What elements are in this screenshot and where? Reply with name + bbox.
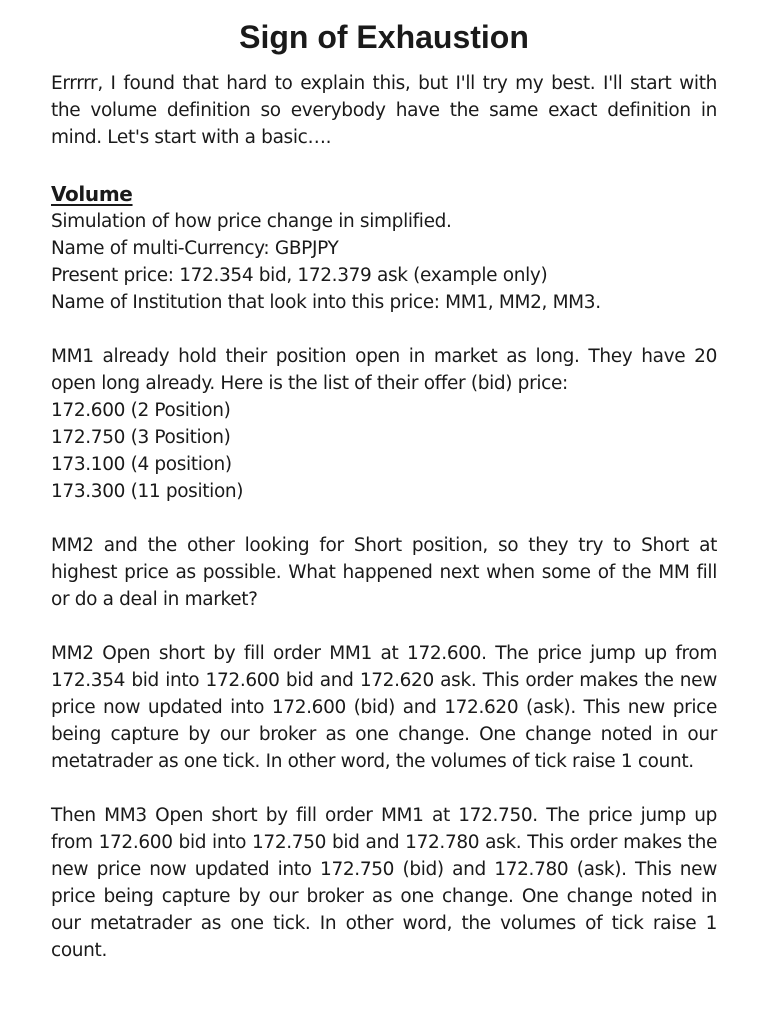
document-page xyxy=(51,14,717,964)
offer-price-item: 173.300 (11 position) xyxy=(51,481,244,502)
offer-price-item: 172.750 (3 Position) xyxy=(51,427,231,448)
volume-line-simulation: Simulation of how price change in simplified. xyxy=(51,211,452,232)
volume-heading: Volume xyxy=(51,182,133,206)
page-title: Sign of Exhaustion xyxy=(239,19,529,55)
mm3-short-paragraph: Then MM3 Open short by fill order MM1 at 172.750. The price jump up from 172.600 bid into 172.750 bid and 172.780 ask. This order makes the new price now updated into 172.750 (bid) and 172.780 (ask). This new price being capture by our broker as one change. One change noted in our metatrader as one tick. In other word, the volumes of tick raise 1 count. xyxy=(51,805,717,961)
volume-details xyxy=(51,208,717,316)
mm1-paragraph: MM1 already hold their position open in market as long. They have 20 open long already. Here is the list of their offer (bid) price: xyxy=(51,346,717,394)
offer-price-item: 173.100 (4 position) xyxy=(51,454,232,475)
offer-price-item: 172.600 (2 Position) xyxy=(51,400,231,421)
intro-paragraph: Errrrr, I found that hard to explain this, but I'll try my best. I'll start with the volume definition so everybody have the same exact definition in mind. Let's start with a basic…. xyxy=(51,73,717,148)
volume-line-present-price: Present price: 172.354 bid, 172.379 ask (example only) xyxy=(51,265,548,286)
mm2-short-paragraph: MM2 Open short by fill order MM1 at 172.600. The price jump up from 172.354 bid into 172.600 bid and 172.620 ask. This order makes the new price now updated into 172.600 (bid) and 172.620 (ask). This new price being capture by our broker as one change. One change noted in our metatrader as one tick. In other word, the volumes of tick raise 1 count. xyxy=(51,643,717,772)
volume-line-institutions: Name of Institution that look into this price: MM1, MM2, MM3. xyxy=(51,292,601,313)
mm1-block xyxy=(51,343,717,505)
volume-line-currency: Name of multi-Currency: GBPJPY xyxy=(51,238,339,259)
mm2-question-paragraph: MM2 and the other looking for Short position, so they try to Short at highest price as possible. What happened next when some of the MM fill or do a deal in market? xyxy=(51,535,717,610)
